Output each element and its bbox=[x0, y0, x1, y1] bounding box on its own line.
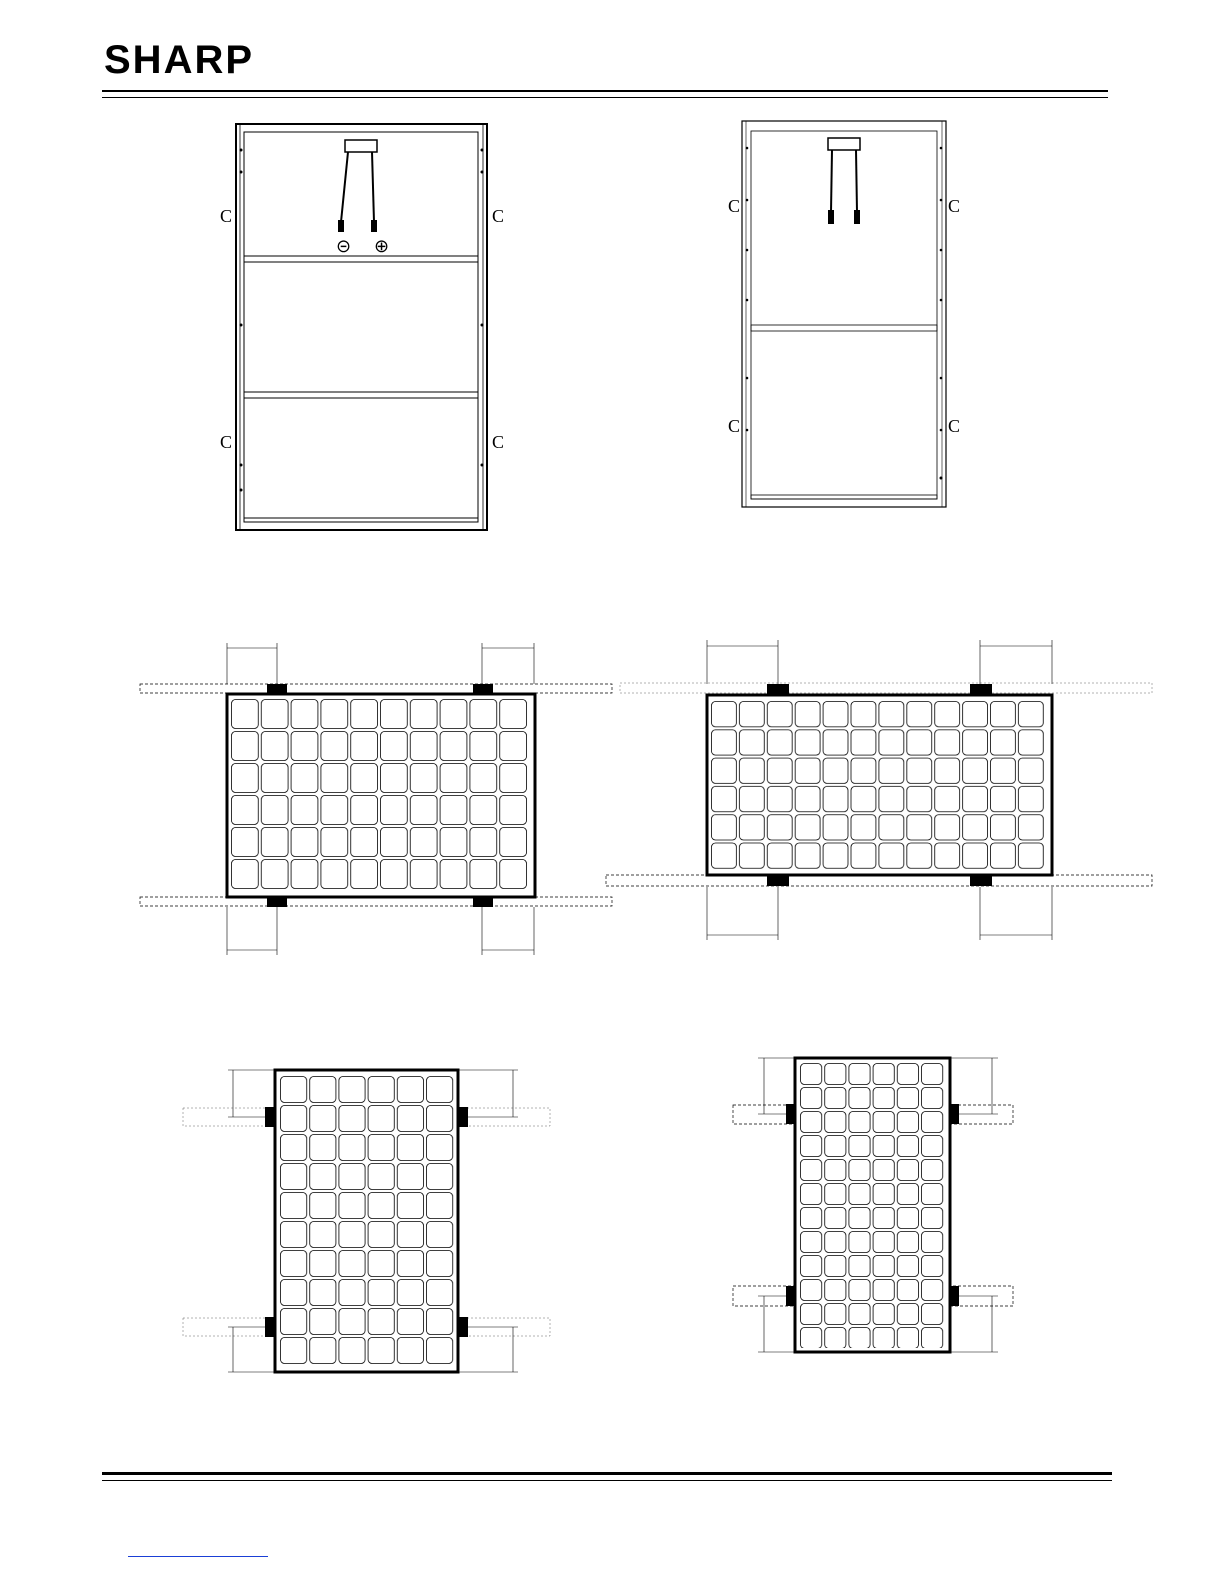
clamp-label-c: C bbox=[728, 196, 741, 216]
clamp-label-c: C bbox=[948, 196, 961, 216]
clamp-label-c: C bbox=[492, 432, 505, 452]
clamp-label-c: C bbox=[728, 416, 741, 436]
portrait-mount-right bbox=[733, 1058, 1013, 1352]
footer-rule bbox=[102, 1472, 1112, 1481]
footer-link-underline[interactable] bbox=[128, 1556, 268, 1557]
portrait-mount-left bbox=[183, 1070, 550, 1372]
sharp-logo: SHARP bbox=[104, 38, 255, 82]
clamp-label-c: C bbox=[492, 206, 505, 226]
landscape-mount-left bbox=[140, 643, 612, 955]
landscape-mount-right bbox=[606, 640, 1152, 940]
clamp-label-c: C bbox=[948, 416, 961, 436]
clamp-label-c: C bbox=[220, 432, 233, 452]
terminal-positive-label: ⊕ bbox=[374, 236, 390, 256]
terminal-negative-label: ⊝ bbox=[336, 236, 352, 256]
back-view-left bbox=[220, 124, 504, 530]
clamp-label-c: C bbox=[220, 206, 233, 226]
back-view-right bbox=[728, 121, 960, 507]
